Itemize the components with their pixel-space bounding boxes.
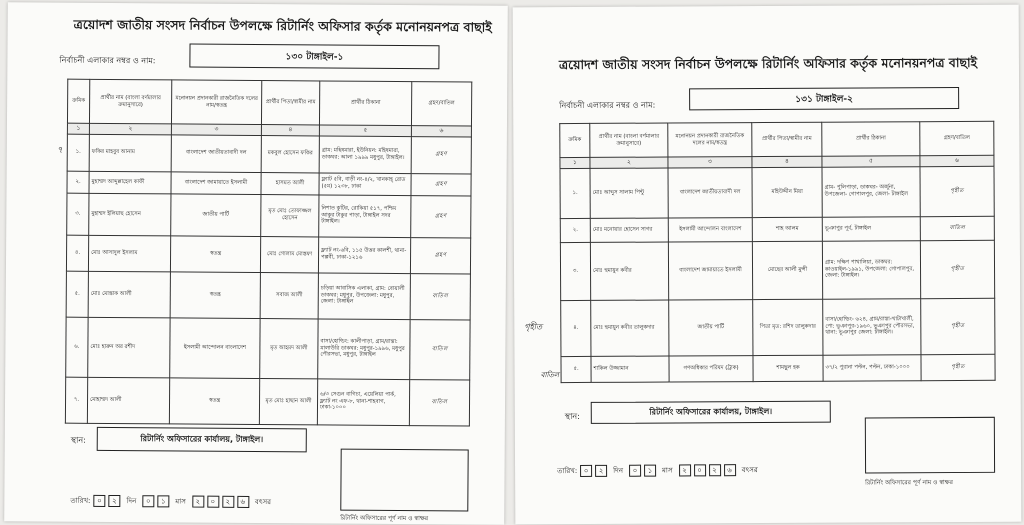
header-status: গ্রহণ/বাতিল: [920, 121, 994, 155]
serial-cell: ৭.: [65, 377, 87, 423]
column-number: ১: [67, 123, 89, 134]
signature-caption: রিটার্নিং অফিসারের পূর্ণ নাম ও স্বাক্ষর: [865, 479, 953, 487]
serial-cell: ৪.: [561, 300, 591, 356]
header-row: [67, 79, 471, 126]
address-cell: ফ্ল্যাট নং-৬বি, ১১৫ উত্তর কালশী, থানা- পল্লবী, ঢাকা-১২১৬: [318, 236, 410, 273]
status-cell: গ্রহণ: [411, 195, 471, 237]
date-digit: ০: [93, 495, 105, 507]
place-value: রিটার্নিং অফিসারের কার্যালয়, টাঙ্গাইল।: [591, 401, 831, 424]
address-cell: গ্রাম: মহিষমারা, ইউনিয়ন: মহিষমারা, ডাকঘর: আলা ১৯৯৯ মধুপুর, টাঙ্গাইল।: [319, 135, 411, 173]
status-cell: গ্রহণ: [411, 173, 471, 195]
document-title: ত্রয়োদশ জাতীয় সংসদ নির্বাচন উপলক্ষে রিটার্নিং অফিসার কর্তৃক মনোনয়নপত্র বাছাই: [73, 16, 492, 35]
father-cell: সবাজ আলী: [260, 272, 318, 318]
party-cell: জাতীয় পার্টি: [171, 193, 261, 236]
party-cell: বাংলাদেশ জাতীয়তাবাদী দল: [171, 134, 261, 172]
month-label: মাস: [175, 497, 186, 506]
address-cell: বাসা/হোল্ডিং: কালীপাড়া, গ্রাম/রাস্তা: মালাউরি ডাকঘর: মধুপুর-১৯৯৬, মধুপুর পৌরসভা, মধুপুর, টাঙ্গাইল: [318, 318, 410, 379]
father-cell: মকবুল হোসেন ফকির: [261, 135, 319, 172]
column-number: ২: [590, 157, 668, 168]
constituency-name: ১৩০ টাঙ্গাইল-১: [189, 44, 439, 70]
father-cell: মৃত মোঃ হাছান আলী: [259, 378, 317, 424]
header-serial: ক্রমিক: [67, 79, 89, 123]
nomination-table: [559, 121, 995, 383]
name-cell: মোঃ আব্দুস সালাম পিন্টু: [590, 168, 668, 218]
date-digit: ১: [644, 465, 656, 477]
place-value: রিটার্নিং অফিসারের কার্যালয়, টাঙ্গাইল।: [97, 427, 307, 452]
date-digit: ২: [679, 464, 691, 476]
column-number: ৩: [171, 124, 261, 135]
column-number: ২: [89, 123, 171, 134]
status-cell: গৃহীত: [921, 298, 995, 354]
date-digit: ২: [595, 465, 607, 477]
table-row: [67, 171, 471, 196]
document-title: ত্রয়োদশ জাতীয় সংসদ নির্বাচন উপলক্ষে রিটার্নিং অফিসার কর্তৃক মনোনয়নপত্র বাছাই: [558, 54, 978, 73]
address-cell: ভূঞাপুর পূর্ব, টাঙ্গাইল: [822, 216, 920, 241]
party-cell: স্বতন্ত্র: [170, 235, 260, 272]
status-cell: বাতিল: [409, 379, 469, 425]
year-label: বৎসর: [741, 466, 758, 475]
date-line: [557, 464, 761, 477]
name-cell: শাকিল উজ্জামান: [591, 356, 669, 382]
date-label: তারিখ:: [557, 466, 578, 476]
header-address: প্রার্থীর ঠিকানা: [319, 81, 411, 126]
party-cell: বাংলাদেশ জামায়াতে ইসলামী: [171, 171, 261, 194]
name-cell: মোঃ মোস্তাক আলী: [88, 271, 170, 318]
name-cell: মোহাম্মদ আলী: [87, 377, 169, 424]
party-cell: স্বতন্ত্র: [169, 377, 259, 424]
date-digit: ২: [108, 495, 120, 507]
father-cell: মহিউদ্দীন মিয়া: [752, 167, 822, 217]
serial-cell: ৩.: [67, 193, 89, 235]
status-cell: বাতিল: [410, 273, 470, 319]
address-cell: চড়িয়া আবাসিক এলাকা, গ্রাম: বোয়ালী ডাকঘর: মধুপুর, উপজেলা: মধুপুর, জেলা: টাঙ্গাইল: [318, 272, 410, 319]
date-digit: ৬: [237, 496, 249, 508]
table-row: [560, 240, 994, 300]
nomination-table: [65, 79, 472, 426]
name-cell: মুহাম্মদ ইলিয়াছ হোসেন: [89, 193, 171, 236]
status-cell: গৃহীত: [920, 166, 994, 216]
party-cell: ইসলামী আন্দোলন বাংলাদেশ: [668, 217, 752, 241]
serial-cell: ৩.: [560, 242, 590, 300]
party-cell: বাংলাদেশ জামায়াতে ইসলামী: [668, 241, 752, 299]
column-number: ৬: [411, 126, 471, 137]
father-cell: মৃত মোঃ তোফাজ্জল হোসেন: [261, 194, 319, 236]
table-row: [66, 235, 470, 274]
father-cell: হাসমত আলী: [261, 172, 319, 194]
table-row: [561, 354, 995, 382]
header-status: গ্রহণ/বাতিল: [411, 82, 471, 126]
party-cell: বাংলাদেশ জাতীয়তাবাদী দল: [668, 167, 752, 217]
father-cell: মোছের আলী মুন্সী: [752, 241, 822, 299]
status-cell: বাতিল: [920, 216, 994, 240]
name-cell: ফকির মাহবুব আনাম: [89, 134, 171, 172]
name-cell: মুহাম্মদ আব্দুল্লাহেল কাফী: [89, 171, 171, 194]
signature-box: [340, 449, 468, 512]
father-cell: মোঃ গোলাম মোস্তফা: [260, 236, 318, 272]
header-father-name: প্রার্থীর পিতা/স্বামীর নাম: [261, 81, 319, 125]
party-cell: জাতীয় পার্টি: [669, 299, 753, 355]
date-digit: ০: [580, 465, 592, 477]
date-line: [70, 495, 274, 508]
serial-cell: ৫.: [66, 271, 88, 317]
table-row: [66, 317, 470, 380]
date-digit: ২: [709, 464, 721, 476]
margin-mark: ৭: [56, 145, 63, 156]
header-party: মনোনয়ন প্রদানকারী রাজনৈতিক দলের নাম/স্বতন্ত্র: [668, 123, 752, 157]
constituency-name: ১৩১ টাঙ্গাইল-২: [689, 87, 959, 110]
address-cell: বাসা/হোল্ডিং- ৬২৪, গ্রাম/রাস্তা-খাটাখালী, পো: ভূঞাপুর-১৯৬০, ভূঞাপুর পৌরসভা, থানা: ভূঞাপুর জেলা: টাঙ্গাইল।: [823, 298, 921, 355]
status-cell: গ্রহণ: [411, 136, 471, 173]
constituency-label: নির্বাচনী এলাকার নম্বর ও নাম:: [59, 55, 156, 66]
name-cell: মোঃ হারুন অর রশীদ: [88, 317, 170, 378]
status-cell: বাতিল: [410, 319, 470, 379]
header-party: মনোনয়ন প্রদানকারী রাজনৈতিক দলের নাম/স্বতন্ত্র: [171, 80, 261, 125]
header-address: প্রার্থীর ঠিকানা: [822, 122, 920, 157]
father-cell: মৃত আহমদ আলী: [260, 318, 318, 378]
column-number: ৫: [822, 156, 920, 167]
address-cell: ৬/৩ সেগুন বাগিচা, এয়েলিয়া পার্ক, ফ্ল্যাট নং এফ-৮, থানা-শাহবাগ, ঢাকা-১০০০: [317, 378, 409, 425]
date-digit: ০: [142, 495, 154, 507]
address-cell: ৩৭/২ পুরানা পল্টন, পল্টন, ঢাকা-১০০০: [823, 354, 921, 381]
date-digit: ০: [629, 465, 641, 477]
name-cell: মোঃ হুমায়ুন কবীর: [590, 242, 668, 300]
serial-cell: ৪.: [66, 235, 88, 271]
table-row: [65, 377, 469, 426]
party-cell: গণঅধিকার পরিষদ (ট্রাক): [669, 355, 753, 381]
address-cell: ফ্ল্যাট ৫বি, বাড়ী নং-৪/২, খানকাহ্ রোড (৫ম) ১২৩৮, ঢাকা: [319, 172, 411, 195]
address-cell: গ্রাম: দক্ষিণ পাথালিয়া, ডাকঘর: কাওয়াইল-১৯৯১, উপজেলা: গোপালপুর, জেলা: টাঙ্গাইল।: [822, 240, 920, 299]
serial-cell: ২.: [560, 218, 590, 242]
header-row: [560, 121, 994, 157]
address-cell: নিশাত কুটির, রোকিয়া ৫১৭, পশ্চিম আকুর টাকুর পাড়া, টাঙ্গাইল সদর টাঙ্গাইল।: [319, 194, 411, 237]
column-number: ৪: [261, 125, 319, 136]
date-digit: ৬: [724, 464, 736, 476]
header-candidate-name: প্রার্থীর নাম (বাংলা বর্ণমালার ক্রমানুসারে): [89, 79, 171, 124]
constituency-label: নির্বাচনী এলাকার নম্বর ও নাম:: [559, 100, 656, 111]
serial-cell: ১.: [67, 134, 89, 171]
table-row: [560, 166, 994, 218]
column-number: ৫: [319, 125, 411, 136]
place-label: স্থান:: [70, 435, 86, 445]
date-digit: ১: [157, 495, 169, 507]
father-cell: শামছুল হক: [753, 355, 823, 381]
margin-mark: গৃহীত: [524, 322, 543, 332]
father-cell: পিতা মৃত: রশিদ তালুকদার: [753, 299, 823, 355]
name-cell: মোঃ মনোয়ার হোসেন সাগর: [590, 218, 668, 242]
day-label: দিন: [126, 497, 137, 506]
date-digit: ০: [694, 464, 706, 476]
month-label: মাস: [662, 466, 673, 475]
place-label: স্থান:: [564, 411, 580, 422]
serial-cell: ১.: [560, 168, 590, 218]
party-cell: ইসলামী আন্দোলন বাংলাদেশ: [170, 317, 260, 378]
date-digit: ২: [192, 496, 204, 508]
nomination-sheet-tangail-2: [513, 5, 1022, 525]
address-cell: গ্রাম- পুলিপাড়া, ডাকঘর- অর্জুনা, উপজেলা- গোপালপুর, জেলা- টাঙ্গাইল: [822, 166, 920, 217]
date-digit: ২: [222, 496, 234, 508]
status-cell: গৃহীত: [921, 354, 995, 380]
serial-cell: ৬.: [66, 317, 88, 377]
signature-caption: রিটার্নিং অফিসারের পূর্ণ নাম ও স্বাক্ষর: [340, 514, 429, 523]
father-cell: শাহ আলম: [752, 217, 822, 241]
serial-cell: ৫.: [561, 356, 591, 382]
table-row: [561, 298, 995, 356]
table-row: [67, 134, 471, 174]
column-number: ১: [560, 157, 590, 168]
table-row: [66, 271, 470, 320]
column-number: ৪: [752, 156, 822, 167]
table-row: [560, 216, 994, 242]
serial-cell: ২.: [67, 171, 89, 193]
table-row: [67, 193, 471, 238]
status-cell: গ্রহণ: [410, 237, 470, 273]
header-serial: ক্রমিক: [560, 123, 590, 157]
date-label: তারিখ:: [70, 496, 91, 505]
column-number: ৬: [920, 155, 994, 166]
status-cell: গৃহীত: [920, 240, 994, 298]
party-cell: স্বতন্ত্র: [170, 271, 260, 318]
header-candidate-name: প্রার্থীর নাম (বাংলা বর্ণমালার ক্রমানুসারে): [590, 123, 668, 157]
name-cell: মোঃ আসাদুল ইসলাম: [88, 235, 170, 272]
nomination-sheet-tangail-1: [4, 2, 508, 524]
header-father-name: প্রার্থীর পিতা/স্বামীর নাম: [752, 122, 822, 156]
day-label: দিন: [613, 466, 624, 475]
year-label: বৎসর: [254, 497, 271, 507]
date-digit: ০: [207, 496, 219, 508]
signature-box: [865, 417, 995, 474]
margin-mark: বাতিল: [540, 371, 560, 380]
column-number: ৩: [668, 157, 752, 168]
name-cell: মোঃ হুমায়ুন কবীর তালুকদার: [591, 300, 669, 356]
